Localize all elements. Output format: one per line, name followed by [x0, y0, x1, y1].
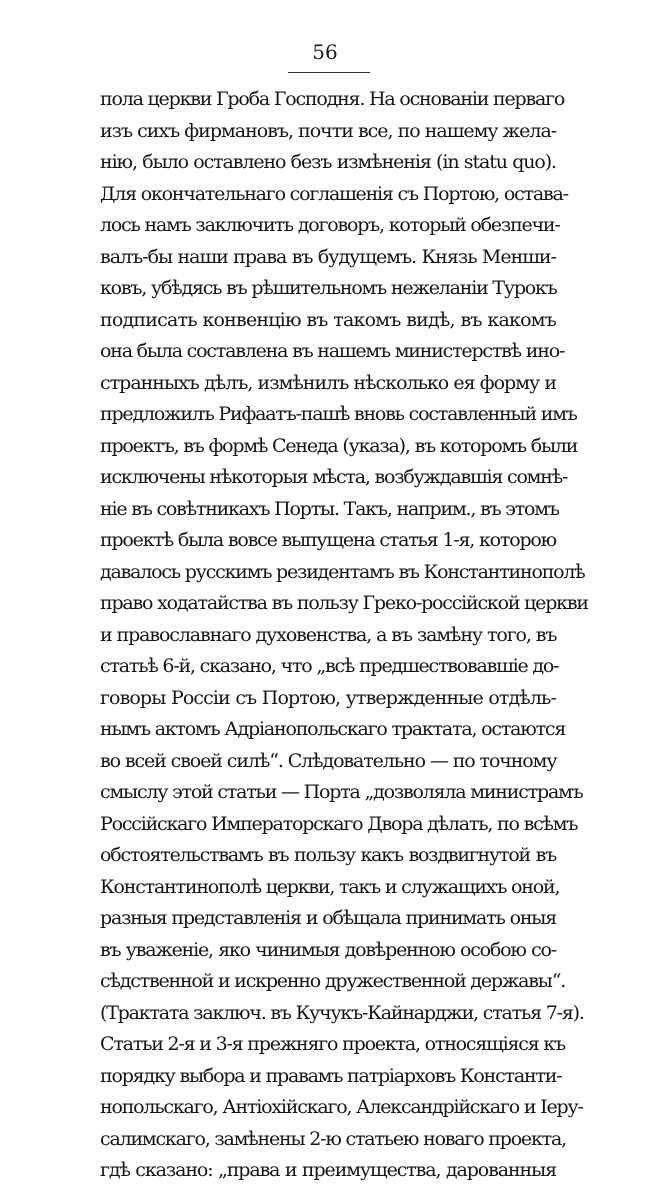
text-line: разныя представленiя и обѣщала принимать оныя: [100, 907, 556, 929]
text-line: въ уваженiе, яко чинимыя довѣренною особою со-: [100, 938, 556, 961]
text-line: право ходатайства въ пользу Греко-россiйской церкви: [100, 592, 588, 614]
text-line: нымъ актомъ Адрiанопольскаго трактата, остаются: [100, 718, 566, 740]
text-line: странныхъ дѣлъ, измѣнилъ нѣсколько ея форму и: [100, 371, 556, 394]
text-line: валъ-бы наши права въ будущемъ. Князь Менши-: [100, 245, 556, 268]
text-line: смыслу этой статьи — Порта „дозволяла министрамъ: [100, 781, 583, 803]
text-line: во всей своей силѣ“. Слѣдовательно — по точному: [100, 749, 557, 772]
text-line: обстоятельствамъ въ пользу какъ воздвигнутой въ: [100, 844, 556, 866]
text-line: порядку выбора и правамъ патрiарховъ Константи-: [100, 1064, 562, 1087]
text-line: лось намъ заключить договоръ, который обезпечи-: [100, 214, 560, 236]
text-line: Статьи 2-я и 3-я прежняго проекта, относящiяся къ: [100, 1033, 565, 1055]
body-text: [100, 84, 588, 1187]
text-line: Для окончательнаго соглашенiя съ Портою, остава-: [100, 182, 568, 205]
text-line: она была составлена въ нашемъ министерствѣ ино-: [100, 340, 565, 362]
text-line: предложилъ Рифаатъ-пашѣ вновь составленный имъ: [100, 403, 577, 425]
text-line: исключены нѣкоторыя мѣста, возбуждавшiя сомнѣ-: [100, 466, 568, 488]
header-rule: [288, 72, 370, 73]
text-line: Россiйскаго Императорскаго Двора дѣлать, по всѣмъ: [100, 812, 578, 835]
text-line: говоры Россiи съ Портою, утвержденные отдѣль-: [100, 686, 556, 709]
text-line: (Трактата заключ. въ Кучукъ-Кайнарджи, статья 7-я).: [100, 1001, 584, 1024]
text-line: ковъ, убѣдясь въ рѣшительномъ нежеланiи Турокъ: [100, 277, 557, 299]
text-line: давалось русскимъ резидентамъ въ Константинополѣ: [100, 560, 585, 583]
text-line: нiе въ совѣтникахъ Порты. Такъ, наприм., въ этомъ: [100, 497, 559, 520]
text-line: подписать конвенцiю въ такомъ видѣ, въ какомъ: [100, 308, 556, 331]
text-line: Константинополѣ церкви, такъ и служащихъ оной,: [100, 875, 560, 898]
text-line: салимскаго, замѣнены 2-ю статьею новаго проекта,: [100, 1127, 566, 1150]
page-number: 56: [312, 40, 338, 64]
text-line: проектѣ была вовсе выпущена статья 1-я, которою: [100, 529, 556, 551]
text-line: гдѣ сказано: „права и преимущества, дарованныя: [100, 1159, 556, 1181]
text-line: статьѣ 6-й, сказано, что „всѣ предшествовавшiе до-: [100, 655, 559, 677]
text-line: нiю, было оставлено безъ измѣненiя (in statu quo).: [100, 151, 556, 173]
text-line: изъ сихъ фирмановъ, почти все, по нашему жела-: [100, 119, 557, 142]
text-line: сѣдственной и искренно дружественной державы“.: [100, 970, 566, 992]
text-line: нопольскаго, Антiохiйскаго, Александрiйскаго и Iеру-: [100, 1096, 583, 1118]
text-line: проектъ, въ формѣ Сенеда (указа), въ которомъ были: [100, 434, 578, 457]
text-line: пола церкви Гроба Господня. На основанiи перваго: [100, 88, 565, 110]
text-line: и православнаго духовенства, а въ замѣну того, въ: [100, 623, 557, 646]
